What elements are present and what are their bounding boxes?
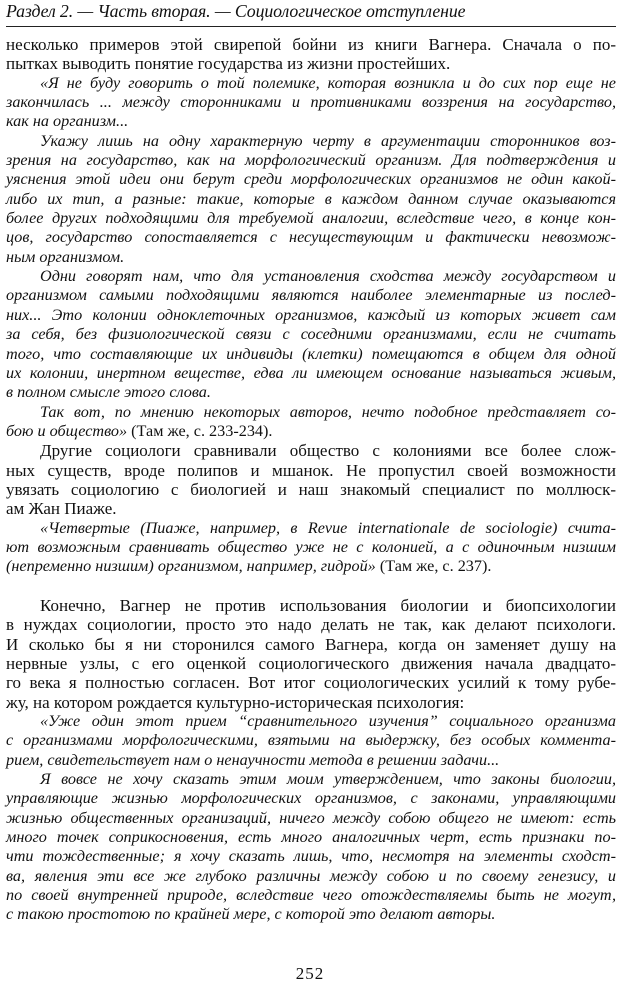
quote-text: Я вовсе не хочу сказать этим моим утверждением, что законы биологии, <box>40 770 616 789</box>
quote-line <box>6 557 616 576</box>
quote-text: «Я не буду говорить о той полемике, которая возникла и до сих пор еще не <box>40 73 616 92</box>
text-line <box>6 635 616 654</box>
text-line <box>6 596 616 615</box>
quote-text: Одни говорят нам, что для установления сходства между государством и <box>40 267 616 286</box>
quote-line <box>6 93 616 112</box>
quote-line <box>6 770 616 789</box>
quote-line <box>6 422 616 441</box>
quote-line <box>6 151 616 170</box>
paragraph-gap <box>6 577 616 596</box>
quote-text: в полном смысле этого слова. <box>6 383 211 402</box>
quote-line <box>6 828 616 847</box>
quote-line <box>6 538 616 557</box>
quote-line <box>6 905 616 924</box>
text-line <box>6 54 616 73</box>
page-number: 252 <box>295 964 325 983</box>
text-line <box>6 654 616 673</box>
quote-line <box>6 74 616 93</box>
quote-text: «Уже один этот прием “сравнительного изучения” социального организма <box>40 712 616 731</box>
quote-text: по своей внутренней природе, вследствие чего отождествляемы быть не могут, <box>6 886 616 905</box>
quote-line <box>6 731 616 750</box>
quote-line <box>6 228 616 247</box>
text-line <box>6 673 616 692</box>
quote-text: организмом самыми подходящими являются наиболее элементарные из послед- <box>6 286 616 305</box>
quote-text: Укажу лишь на одну характерную черту в аргументации сторонников воз- <box>40 131 616 150</box>
body-text: увязать социологию с биологией и наш знакомый специалист по моллюск- <box>6 479 616 499</box>
quote-line <box>6 867 616 886</box>
quote-line <box>6 847 616 866</box>
text-line <box>6 480 616 499</box>
quote-line <box>6 132 616 151</box>
quote-line <box>6 886 616 905</box>
body-text: ам Жан Пиаже. <box>6 499 117 519</box>
quote-text: того, что составляющие их индивиды (клетки) помещаются в общем для одной <box>6 344 616 363</box>
quote-text: ва, явления эти все же глубоко различны между собою и по своему генезису, и <box>6 866 616 885</box>
text-line <box>6 35 616 54</box>
quote-text: ным организмом. <box>6 247 125 266</box>
quote-text: либо их тип, а разные: такие, которые в каждом данном случае оказываются <box>6 189 616 208</box>
quote-line <box>6 364 616 383</box>
quote-text: много точек соприкосновения, есть много аналогичных черт, есть признаки по- <box>6 828 616 847</box>
quote-text: зрения на государство, как на морфологический организм. Для подтверждения и <box>6 151 616 170</box>
quote-text: управляющие жизнью морфологических организмов, с законами, управляющими <box>6 789 616 808</box>
body-text: в нуждах социологии, просто это надо делать не так, как делают психологи. <box>6 615 616 635</box>
quote-line <box>6 345 616 364</box>
quote-text: рием, свидетельствует нам о ненаучности метода в решении задачи... <box>6 750 500 769</box>
body-text: несколько примеров этой свирепой бойни из книги Вагнера. Сначала о по- <box>6 35 616 54</box>
quote-text: жизнью общественных организаций, ничего между собою общего не имеют: есть <box>6 808 616 827</box>
quote-line <box>6 751 616 770</box>
quote-text: уяснения этой идеи они берут среди морфологических организмов не один какой- <box>6 170 616 189</box>
quote-text: цов, государство сопоставляется с несуществующим и фактически невозмож- <box>6 228 616 247</box>
body-text: И сколько бы я ни сторонился самого Вагнера, когда он заменяет душу на <box>6 634 616 654</box>
body-text: нервные узлы, с его оценкой социологического движения начала двадцато- <box>6 654 616 673</box>
quote-line <box>6 712 616 731</box>
quote-text: с такою простотою по крайней мере, с которой это делают авторы. <box>6 905 496 924</box>
quote-line <box>6 267 616 286</box>
quote-text: ют возможным сравнивать общество уже не с колонией, а с одиночным низшим <box>6 537 616 556</box>
body-text: Другие социологи сравнивали общество с колониями все более слож- <box>40 441 616 461</box>
quote-line <box>6 789 616 808</box>
quote-line <box>6 325 616 344</box>
body-text: ных существ, вроде полипов и мшанок. Не пропустил своей возможности <box>6 460 616 480</box>
quote-text: с организмами морфологическими, взятыми на выдержку, без особых коммента- <box>6 731 616 750</box>
quote-line <box>6 170 616 189</box>
quote-text: закончилась ... между сторонниками и противниками воззрения на государство, <box>6 93 616 112</box>
quote-text: «Четвертые (Пиаже, например, в Revue internationale de sociologie) счита- <box>40 518 616 537</box>
quote-text: них... Это колонии одноклеточных организмов, каждый из которых живет сам <box>6 305 616 324</box>
body-text: пытках выводить понятие государства из жизни простейших. <box>6 54 451 74</box>
text-line <box>6 441 616 460</box>
body-text: Конечно, Вагнер не против использования биологии и биопсихологии <box>40 595 616 615</box>
running-header <box>6 0 616 27</box>
running-title: Раздел 2. — Часть вторая. — Социологическое отступление <box>6 1 466 21</box>
text-line <box>6 693 616 712</box>
quote-line <box>6 190 616 209</box>
quote-line <box>6 809 616 828</box>
body-text: жу, на котором рождается культурно-историческая психология: <box>6 692 465 712</box>
body-text: го века я полностью согласен. Вот итог социологических усилий к тому рубе- <box>6 673 616 693</box>
quote-text: более других подходящими для требуемой аналогии, вследствие чего, в конце кон- <box>6 209 616 228</box>
quote-text: их колонии, инертном веществе, едва ли имеющем основание называться живым, <box>6 363 616 382</box>
citation: (Там же, с. 237). <box>375 557 492 576</box>
quote-text: бою и общество» <box>6 421 128 440</box>
quote-text: чти тождественные; я хочу сказать лишь, что, несмотря на элементы сходст- <box>6 847 616 866</box>
quote-line <box>6 286 616 305</box>
quote-text: за себя, без физиологической связи с соседними организмами, если не считать <box>6 325 616 344</box>
quote-line <box>6 248 616 267</box>
quote-line <box>6 112 616 131</box>
quote-line <box>6 403 616 422</box>
quote-line <box>6 519 616 538</box>
quote-text: Так вот, по мнению некоторых авторов, нечто подобное представляет со- <box>40 402 616 421</box>
quote-line <box>6 306 616 325</box>
quote-line <box>6 209 616 228</box>
quote-text: как на организм... <box>6 112 129 131</box>
quote-line <box>6 383 616 402</box>
citation: (Там же, с. 233-234). <box>127 421 273 440</box>
text-line <box>6 499 616 518</box>
quote-text: (непременно низшим) организмом, например, гидрой» <box>6 557 376 576</box>
text-line <box>6 615 616 634</box>
page-body-text <box>6 35 616 925</box>
text-line <box>6 461 616 480</box>
